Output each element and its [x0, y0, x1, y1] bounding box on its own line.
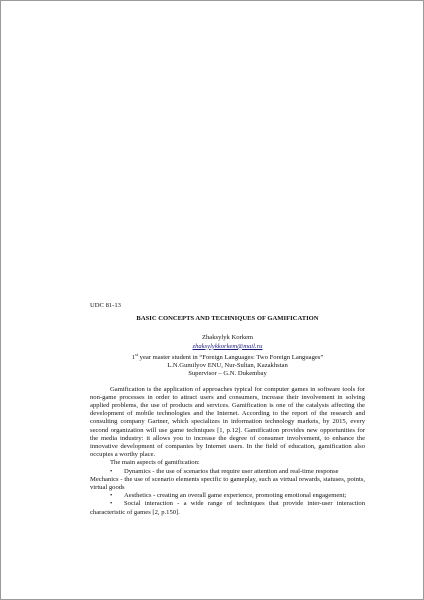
year-suffix: st — [135, 351, 139, 357]
bullet-mark: • — [110, 467, 113, 475]
year-number: 1 — [131, 354, 135, 361]
year-rest: year master student in “Foreign Languages: Two Foreign Languages” — [138, 354, 324, 361]
dynamics-text: Dynamics - the use of scenarios that require user attention and real-time response — [124, 467, 339, 475]
author-name: Zhaksylyk Korkem — [201, 334, 254, 342]
author-position — [90, 351, 365, 362]
author-email-link[interactable]: zhaksylykkorkem@mail.ru — [192, 342, 263, 350]
bullet-mark: • — [110, 500, 113, 508]
intro-paragraph: Gamification is the application of approaches typical for computer games in software tools for non-game processes in order to attract users and consumers, increase their involvement in solving applied problems, the use of products and services. Gamification is one of the catalysts affecting the development of mobile technologies and the Internet. According to the report of the research and consulting company Gartner, which specializes in information technology markets, by 2015, every second organization will use game techniques [1, p.12]. Gamification provides new opportunities for the media industry: it allows you to increase the degree of consumer involvement, to enhance the innovative development of companies by Internet users. In the field of education, gamification also occupies a worthy place. — [90, 385, 365, 459]
author-affiliation: L.N.Gumilyov ENU, Nur-Sultan, Kazakhstan — [167, 362, 288, 370]
author-email-line — [90, 343, 365, 351]
bullet-mark: • — [110, 492, 113, 500]
bullet-aesthetics — [90, 492, 365, 500]
article-title: BASIC CONCEPTS AND TECHNIQUES OF GAMIFICATION — [136, 315, 319, 323]
udc-code: UDC 81-13 — [90, 302, 121, 309]
social-text: Social interaction - a wide range of techniques that provide inter-user interaction characteristic of games [2, p.150]. — [90, 500, 365, 516]
supervisor-line: Supervisor – G.N. Dukembay — [188, 370, 267, 378]
bullet-dynamics — [90, 468, 365, 476]
bullet-social — [90, 500, 365, 516]
article-content — [90, 302, 365, 517]
aesthetics-text: Aesthetics - creating an overall game experience, promoting emotional engagement; — [124, 492, 347, 500]
aspects-heading: The main aspects of gamification: — [110, 459, 200, 467]
mechanics-text: Mechanics - the use of scenario elements specific to gameplay, such as virtual rewards, statuses, points, virtual goods — [90, 475, 365, 492]
